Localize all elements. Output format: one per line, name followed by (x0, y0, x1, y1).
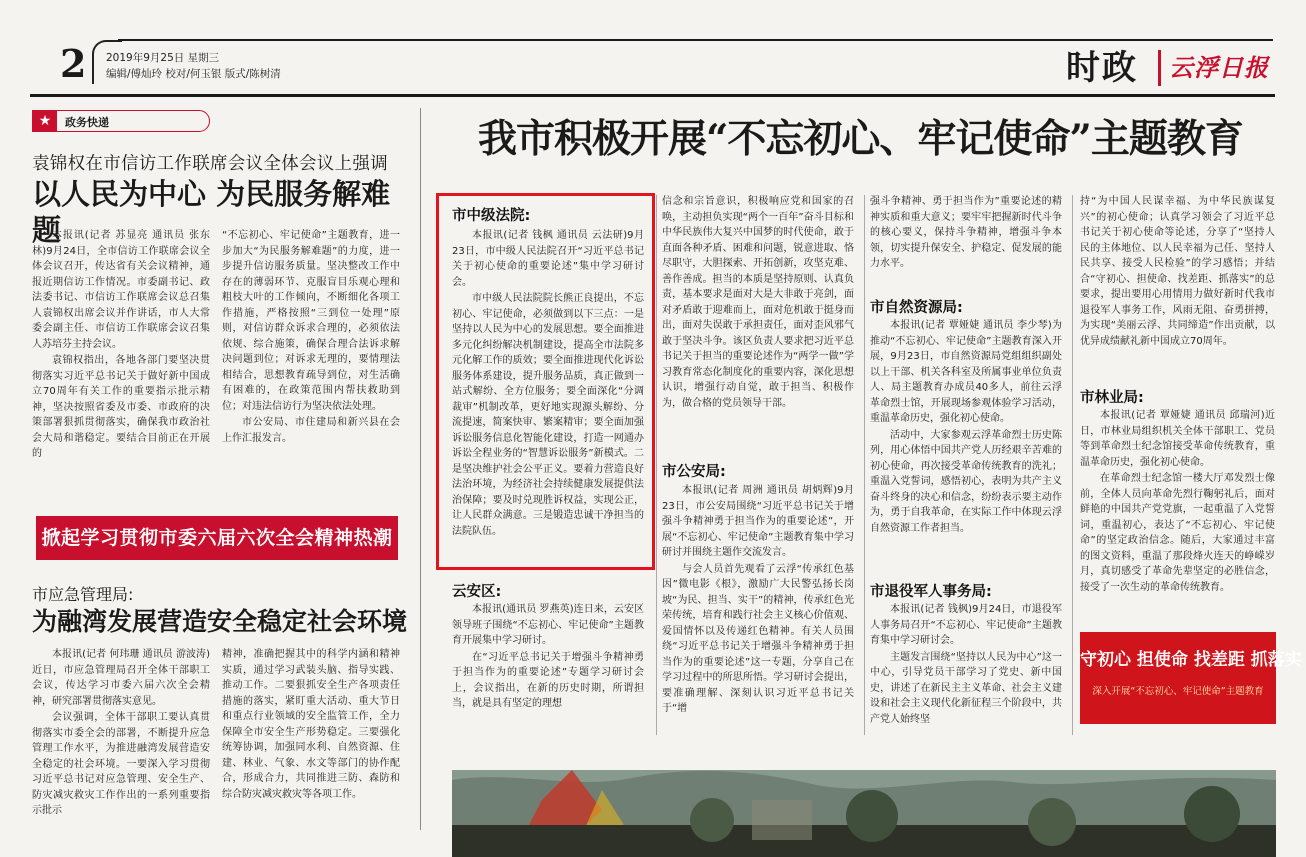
event-banner-text: 掀起学习贯彻市委六届六次全会精神热潮 (41, 527, 393, 549)
paragraph: 精神，准确把握其中的科学内涵和精神实质，通过学习武装头脑、指导实践、推动工作。二要狠抓安全生产各项责任措施的落实，紧盯重大活动、重大节日和重点行业领域的安全监管工作，全力保障全市安全生产形势稳定。三要强化统筹协调，加强同水利、自然资源、住建、林业、气象、水文等部门的协作配合，形成合力，共同推进三防、森防和综合防灾减灾救灾等各项工作。 (222, 649, 400, 800)
col3-continued (870, 194, 1062, 273)
story1-col1 (32, 228, 210, 463)
yunan-heading: 云安区: (452, 584, 502, 600)
story1-col2 (222, 228, 400, 447)
court-body (452, 228, 644, 540)
paragraph: 市中级人民法院院长熊正良提出，不忘初心、牢记使命，必须做到以下三点：一是坚持以人民为中心的发展思想。要全面推进多元化纠纷解决机制建设，提高全市法院多元化解工作的质效；要全面推进现代化诉讼服务体系建设，提升服务品质，真正做到一站式解纷、全方位服务；要全面深化“分调裁审”机制改革，更好地实现源头解纷、分流提速，简案快审、繁案精审；要全面加强诉讼服务信息化智能化建设，打造一网通办诉讼全程业务的“智慧诉讼服务”新模式。二是坚决维护社会公平正义。要着力营造良好法治环境，为经济社会持续健康发展提供法治保障；要及时兑现胜诉权益，实现公正，让人民群众满意。三是锻造忠诚干净担当的法院队伍。 (452, 293, 644, 537)
veterans-body (870, 602, 1062, 728)
resources-body (870, 318, 1062, 537)
story1-kicker: 袁锦权在市信访工作联席会议全体会议上强调 (32, 154, 388, 174)
column-divider (420, 108, 421, 830)
paragraph: 活动中，大家参观云浮革命烈士历史陈列，用心体悟中国共产党人历经艰辛苦难的初心使命，再次接受革命传统教育的洗礼；重温入党誓词，感悟初心，表明为共产主义奋斗终身的决心和信念，纷纷表示要主动作为，勇于自我革命，在实际工作中体现云浮自然资源工作者担当。 (870, 429, 1062, 534)
star-icon: ★ (33, 111, 57, 131)
section-badge-label: 政务快递 (65, 116, 109, 129)
paragraph: 袁锦权指出，各地各部门要坚决贯彻落实习近平总书记关于做好新中国成立70周年有关工作的重要指示批示精神，坚决按照省委及市委、市政府的决策部署狠抓贯彻落实，确保我市政治社会大局和谐稳定。要结合目前正在开展的 (32, 355, 210, 459)
story2-col1 (32, 647, 210, 820)
paragraph: 在革命烈士纪念馆一楼大厅邓发烈士像前，全体人员向革命先烈行鞠躬礼后，面对鲜艳的中国共产党党旗，一起重温了入党誓词，重温初心，表达了“不忘初心、牢记使命”的坚定政治信念。随后，大家通过丰富的图文资料，重温了那段烽火连天的峥嵘岁月，真切感受了革命先辈坚定的必胜信念，接受了一次生动的革命传统教育。 (1080, 473, 1275, 593)
masthead-text: 云浮日报 (1169, 53, 1269, 82)
header-top-rule (118, 39, 1273, 41)
paragraph: 信念和宗旨意识，积极响应党和国家的召唤，主动担负实现“两个一百年”奋斗目标和中华民族伟大复兴中国梦的时代使命，敢于直面各种矛盾、困难和问题，锐意进取、恪尽职守，大胆探索、开拓创新，攻坚克难、善作善成。担当的本质是坚持原则、认真负责，基本要求是面对大是大非敢于亮剑，面对矛盾敢于迎难而上，面对危机敢于挺身而出，面对失误敢于承担责任，面对歪风邪气敢于坚决斗争。该区负责人要求把习近平总书记关于担当的重要论述作为“两学一做”学习教育常态化制度化的重要内容，深化思想认识，增强行动自觉，敢于担当、积极作为，做合格的党员领导干部。 (662, 196, 854, 409)
court-heading: 市中级法院: (452, 208, 531, 224)
paragraph: 强斗争精神、勇于担当作为”重要论述的精神实质和重大意义；要牢牢把握新时代斗争的核心要义，保持斗争精神，增强斗争本领，切实提升保安全、护稳定、促发展的能力水平。 (870, 196, 1062, 269)
header-bottom-rule (30, 94, 1275, 97)
police-heading: 市公安局: (662, 464, 726, 480)
event-banner (36, 516, 398, 560)
photo-scene (452, 770, 1276, 857)
col4-continued (1080, 194, 1275, 350)
column-divider (656, 195, 657, 735)
date-line: 2019年9月25日 星期三 (106, 52, 220, 64)
paragraph: 会议强调，全体干部职工要认真贯彻落实市委全会的部署，不断提升应急管理工作水平，为推进融湾发展营造安全稳定的社会环境。一要深入学习贯彻习近平总书记对应急管理、安全生产、防灾减灾救灾工作作出的一系列重要指示批示 (32, 712, 210, 816)
page-number: 2 (60, 41, 87, 86)
paragraph: 本报讯(记者 钱枫 通讯员 云法研)9月23日，市中级人民法院召开“习近平总书记关于初心使命的重要论述”集中学习研讨会。 (452, 230, 644, 288)
paragraph: 与会人员首先观看了云浮“传承红色基因”微电影《根》，激励广大民警弘扬长岗坡“为民、担当、实干”的精神，传承红色光荣传统，培育和践行社会主义核心价值观、爱国情怀以及传递红色精神。有关人员围绕“习近平总书记关于增强斗争精神勇于担当作为的重要论述”这一专题，分享自己在学习过程中的所思所悟。学习研讨会提出，要准确理解、深刻认识习近平总书记关于“增 (662, 563, 854, 714)
story2-headline: 为融湾发展营造安全稳定社会环境 (32, 607, 408, 636)
paragraph: 本报讯(通讯员 罗燕英)连日来，云安区领导班子围绕“不忘初心、牢记使命”主题教育开展集中学习研讨。 (452, 604, 644, 646)
section-title: 时政 (1066, 48, 1138, 88)
col2-continued (662, 194, 854, 412)
paragraph: 市公安局、市住建局和新兴县在会上作汇报发言。 (222, 417, 400, 444)
slogan-line2: 深入开展“不忘初心、牢记使命”主题教育 (1092, 686, 1264, 697)
resources-heading: 市自然资源局: (870, 300, 963, 316)
paragraph: 本报讯(记者 覃娅婕 通讯员 李少琴)为推动“不忘初心、牢记使命”主题教育深入开展，9月23日，市自然资源局党组组织副处以上干部、机关各科室及所属事业单位负责人、局主题教育办成员40多人，前往云浮革命烈士馆，开展现场参观体验学习活动，重温革命历史，强化初心使命。 (870, 320, 1062, 424)
event-photo (452, 770, 1276, 857)
yunan-body (452, 602, 644, 713)
column-divider (1072, 195, 1073, 735)
story2-kicker: 市应急管理局: (32, 585, 134, 604)
slogan-line1: 守初心 担使命 找差距 抓落实 (1080, 650, 1302, 670)
paragraph: 在“习近平总书记关于增强斗争精神勇于担当作为的重要论述”专题学习研讨会上，会议指出，在新的历史时期，所谓担当，就是具有坚定的理想 (452, 651, 644, 709)
paragraph: “不忘初心、牢记使命”主题教育，进一步加大“为民服务解难题”的力度，进一步提升信访服务质量。坚决整改工作中存在的薄弱环节、克服盲目乐观心理和粗枝大叶的工作倾向，不断细化各项工作措施，严格按照“三到位一处理”原则，对信访群众诉求合理的，必须依法依规、综合施策，确保合理合法诉求解决问题到位；对诉求无理的，要情理法相结合，思想教育疏导到位，对生活确有困难的，在政策范围内帮扶救助到位；对违法信访行为坚决依法处理。 (222, 230, 400, 412)
paragraph: 本报讯(记者 苏显亮 通讯员 张东林)9月24日，全市信访工作联席会议全体会议召开，传达省有关会议精神，通报近期信访工作情况。市委副书记、政法委书记、市信访工作联席会议总召集人袁锦权出席会议并作讲话，市人大常委会副主任、市信访工作联席会议召集人苏培芬主持会议。 (32, 230, 210, 350)
paragraph: 本报讯(记者 覃娅婕 通讯员 邱瑞河)近日，市林业局组织机关全体干部职工、党员等到革命烈士纪念馆接受革命传统教育，重温革命历史，强化初心使命。 (1080, 410, 1275, 468)
column-divider (864, 195, 865, 735)
main-headline: 我市积极开展“不忘初心、牢记使命”主题教育 (478, 116, 1243, 162)
police-body (662, 483, 854, 718)
section-badge (32, 110, 210, 132)
editors-line: 编辑/傅灿玲 校对/何玉银 版式/陈树清 (106, 68, 281, 80)
paragraph: 主题发言围绕“坚持以人民为中心”这一中心，引导党员干部学习了党史、新中国史，讲述了在新民主主义革命、社会主义建设和社会主义现代化新征程三个阶段中，共产党人始终坚 (870, 651, 1062, 725)
paragraph: 本报讯(记者 周洲 通讯员 胡炳辉)9月23日，市公安局围绕“习近平总书记关于增强斗争精神勇于担当作为的重要论述”，开展“不忘初心、牢记使命”主题教育集中学习研讨并围绕主题作交流发言。 (662, 485, 854, 558)
story2-col2 (222, 647, 400, 803)
masthead-logo (1158, 50, 1276, 86)
paragraph: 本报讯(记者 钱枫)9月24日，市退役军人事务局召开“不忘初心、牢记使命”主题教育集中学习研讨会。 (870, 604, 1062, 646)
veterans-heading: 市退役军人事务局: (870, 584, 992, 600)
paragraph: 本报讯(记者 何玮珊 通讯员 游波涛)近日，市应急管理局召开全体干部职工会议，传达学习市委六届六次全会精神，研究部署贯彻落实意见。 (32, 649, 210, 707)
forestry-heading: 市林业局: (1080, 390, 1144, 406)
forestry-body (1080, 408, 1275, 596)
story1-headline: 以人民为中心 为民服务解难题 (32, 177, 391, 247)
paragraph: 持“为中国人民谋幸福、为中华民族谋复兴”的初心使命；认真学习领会了习近平总书记关于初心使命等论述，分享了“坚持人民的主体地位、以人民幸福为己任、坚持人民共享、接受人民检验”的学习感悟；并结合“守初心、担使命、找差距、抓落实”的总要求，提出要用心用情用力做好新时代我市退役军人事务工作，风雨无阻、奋勇拼搏，为实现“美丽云浮、共同缔造”作出贡献，以优异成绩献礼新中国成立70周年。 (1080, 196, 1275, 347)
slogan-box (1080, 632, 1302, 724)
